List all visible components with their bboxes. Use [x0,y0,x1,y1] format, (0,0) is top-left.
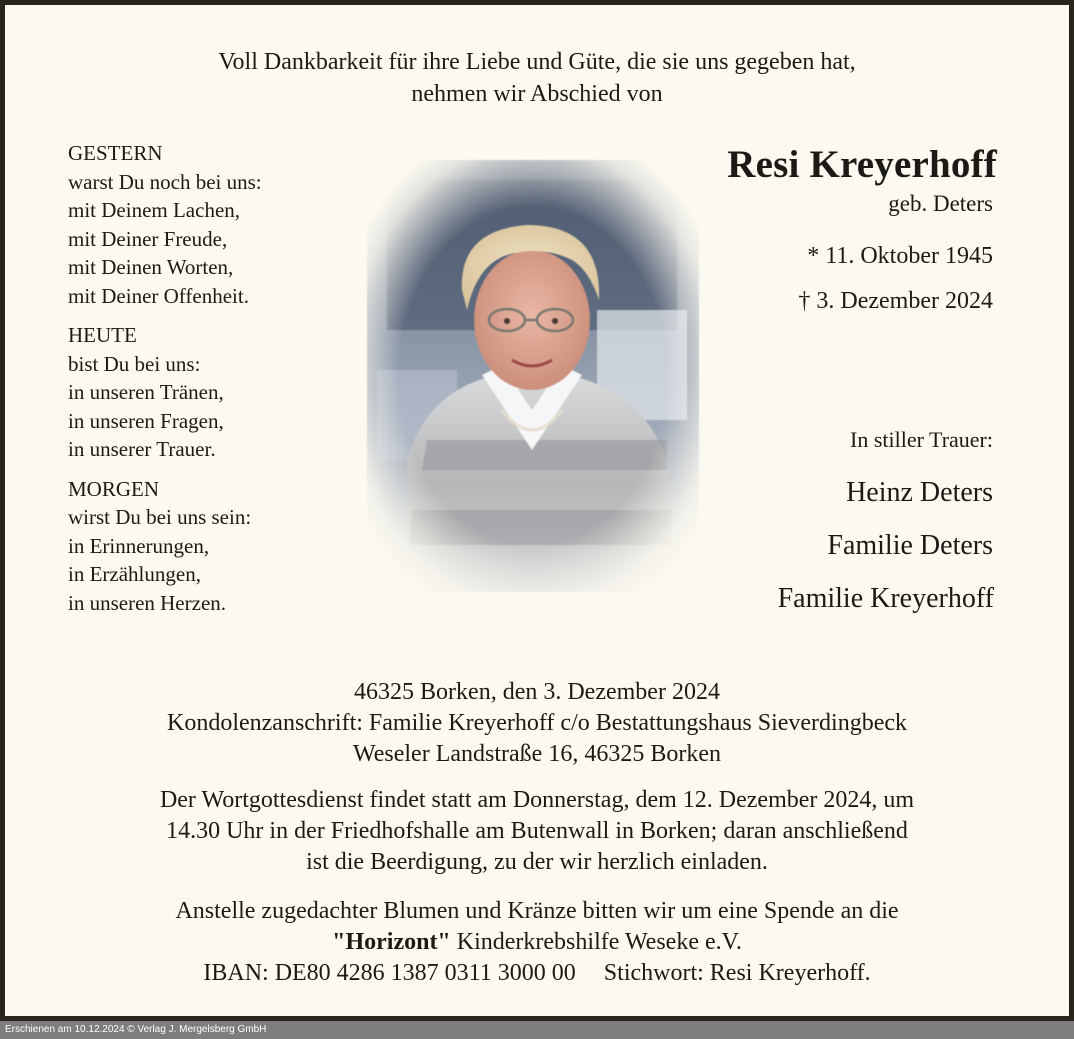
stanza-line: in unserer Trauer. [68,437,216,461]
birth-date: * 11. Oktober 1945 [807,243,993,269]
stanza-line: in unseren Herzen. [68,590,227,615]
mourner-name: Familie Deters [827,530,993,561]
intro-text [5,46,1069,110]
organization-name-bold: "Horizont" [332,929,451,955]
poem-stanza-heute [68,321,388,464]
stanza-line: bist Du bei uns: [68,351,201,376]
stanza-line: mit Deinem Lachen, [68,198,241,222]
stanza-line: in unseren Tränen, [68,380,224,404]
intro-line-2: nehmen wir Abschied von [411,81,663,107]
stanza-line: in Erzählungen, [68,562,201,586]
stanza-heading: HEUTE [68,323,137,347]
donation-request: Anstelle zugedachter Blumen und Kränze bitten wir um eine Spende an die [175,898,899,924]
iban: IBAN: DE80 4286 1387 0311 3000 00 [203,960,576,986]
mourner-name: Familie Kreyerhoff [777,583,994,614]
poem [68,139,388,628]
service-line: Der Wortgottesdienst findet statt am Donnerstag, dem 12. Dezember 2024, um [159,787,915,813]
publication-footer: Erschienen am 10.12.2024 © Verlag J. Mergelsberg GmbH [0,1021,1074,1039]
stanza-line: mit Deinen Worten, [68,255,234,279]
street-address: Weseler Landstraße 16, 46325 Borken [353,741,721,767]
donation-keyword: Stichwort: Resi Kreyerhoff. [603,960,871,986]
stanza-line: in Erinnerungen, [68,533,210,558]
intro-line-1: Voll Dankbarkeit für ihre Liebe und Güte, die sie uns gegeben hat, [218,49,856,75]
service-line: 14.30 Uhr in der Friedhofshalle am Butenwall in Borken; daran anschließend [166,818,908,844]
stanza-line: wirst Du bei uns sein: [68,505,252,529]
condolence-address: Kondolenzanschrift: Familie Kreyerhoff c/o Bestattungshaus Sieverdingbeck [166,710,908,736]
mourner-name: Heinz Deters [846,477,993,508]
death-date: † 3. Dezember 2024 [798,288,993,314]
stanza-line: warst Du noch bei uns: [68,169,262,194]
poem-stanza-morgen [68,475,388,618]
deceased-name: Resi Kreyerhoff [727,143,997,186]
stanza-line: mit Deiner Freude, [68,226,228,251]
stanza-heading: GESTERN [68,141,163,165]
portrait-photo [367,160,699,592]
poem-stanza-gestern [68,139,388,310]
mourners-heading: In stiller Trauer: [850,427,993,452]
location-block [5,677,1069,770]
donation-block [5,896,1069,989]
stanza-line: mit Deiner Offenheit. [68,283,249,308]
organization-name-rest: Kinderkrebshilfe Weseke e.V. [450,929,742,955]
donation-organization [5,927,1069,958]
service-line: ist die Beerdigung, zu der wir herzlich einladen. [306,849,768,875]
bank-details [5,958,1069,989]
stanza-heading: MORGEN [68,476,160,501]
service-block [5,785,1069,878]
photo-vignette [367,160,699,592]
place-date: 46325 Borken, den 3. Dezember 2024 [354,679,720,705]
stanza-line: in unseren Fragen, [68,408,224,433]
birth-name: geb. Deters [888,191,993,216]
